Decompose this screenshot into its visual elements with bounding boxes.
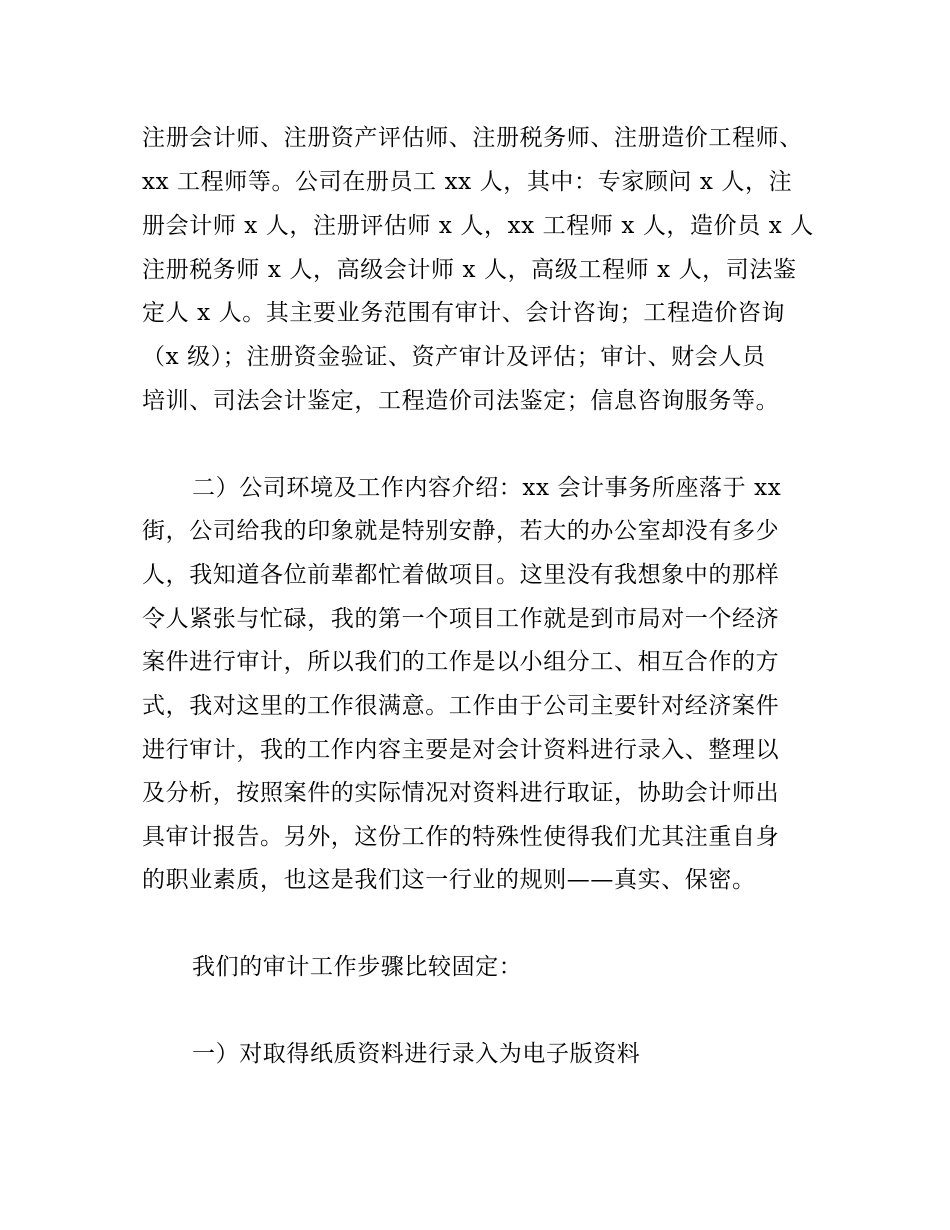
paragraph-2-line-8: 及分析，按照案件的实际情况对资料进行取证，协助会计师出: [142, 780, 780, 806]
paragraph-2-line-4: 令人紧张与忙碌，我的第一个项目工作就是到市局对一个经济: [142, 606, 780, 632]
paragraph-2-line-2: 街，公司给我的印象就是特别安静，若大的办公室却没有多少: [142, 518, 780, 544]
paragraph-1-line-7: 培训、司法会计鉴定，工程造价司法鉴定；信息咨询服务等。: [142, 388, 780, 414]
paragraph-2-line-10: 的职业素质，也这是我们这一行业的规则——真实、保密。: [142, 867, 756, 893]
paragraph-2-line-1: 二）公司环境及工作内容介绍：xx 会计事务所座落于 xx: [192, 475, 782, 501]
paragraph-2-line-5: 案件进行审计，所以我们的工作是以小组分工、相互合作的方: [142, 649, 780, 675]
paragraph-2-line-3: 人，我知道各位前辈都忙着做项目。这里没有我想象中的那样: [142, 562, 780, 588]
paragraph-2-line-7: 进行审计，我的工作内容主要是对会计资料进行录入、整理以: [142, 737, 780, 763]
paragraph-1-line-5: 定人 x 人。其主要业务范围有审计、会计咨询；工程造价咨询: [142, 300, 785, 326]
paragraph-1-line-2: xx 工程师等。公司在册员工 xx 人，其中：专家顾问 x 人，注: [142, 169, 793, 195]
paragraph-1-line-1: 注册会计师、注册资产评估师、注册税务师、注册造价工程师、: [142, 125, 803, 151]
paragraph-1-line-6: （x 级）；注册资金验证、资产审计及评估；审计、财会人员: [142, 344, 766, 370]
paragraph-4: 一）对取得纸质资料进行录入为电子版资料: [192, 1041, 641, 1067]
paragraph-1-line-4: 注册税务师 x 人，高级会计师 x 人，高级工程师 x 人，司法鉴: [142, 257, 797, 283]
paragraph-2-line-9: 具审计报告。另外，这份工作的特殊性使得我们尤其注重自身: [142, 824, 780, 850]
paragraph-1-line-3: 册会计师 x 人，注册评估师 x 人，xx 工程师 x 人，造价员 x 人: [142, 213, 814, 239]
paragraph-2-line-6: 式，我对这里的工作很满意。工作由于公司主要针对经济案件: [142, 693, 780, 719]
paragraph-3: 我们的审计工作步骤比较固定：: [192, 954, 523, 980]
